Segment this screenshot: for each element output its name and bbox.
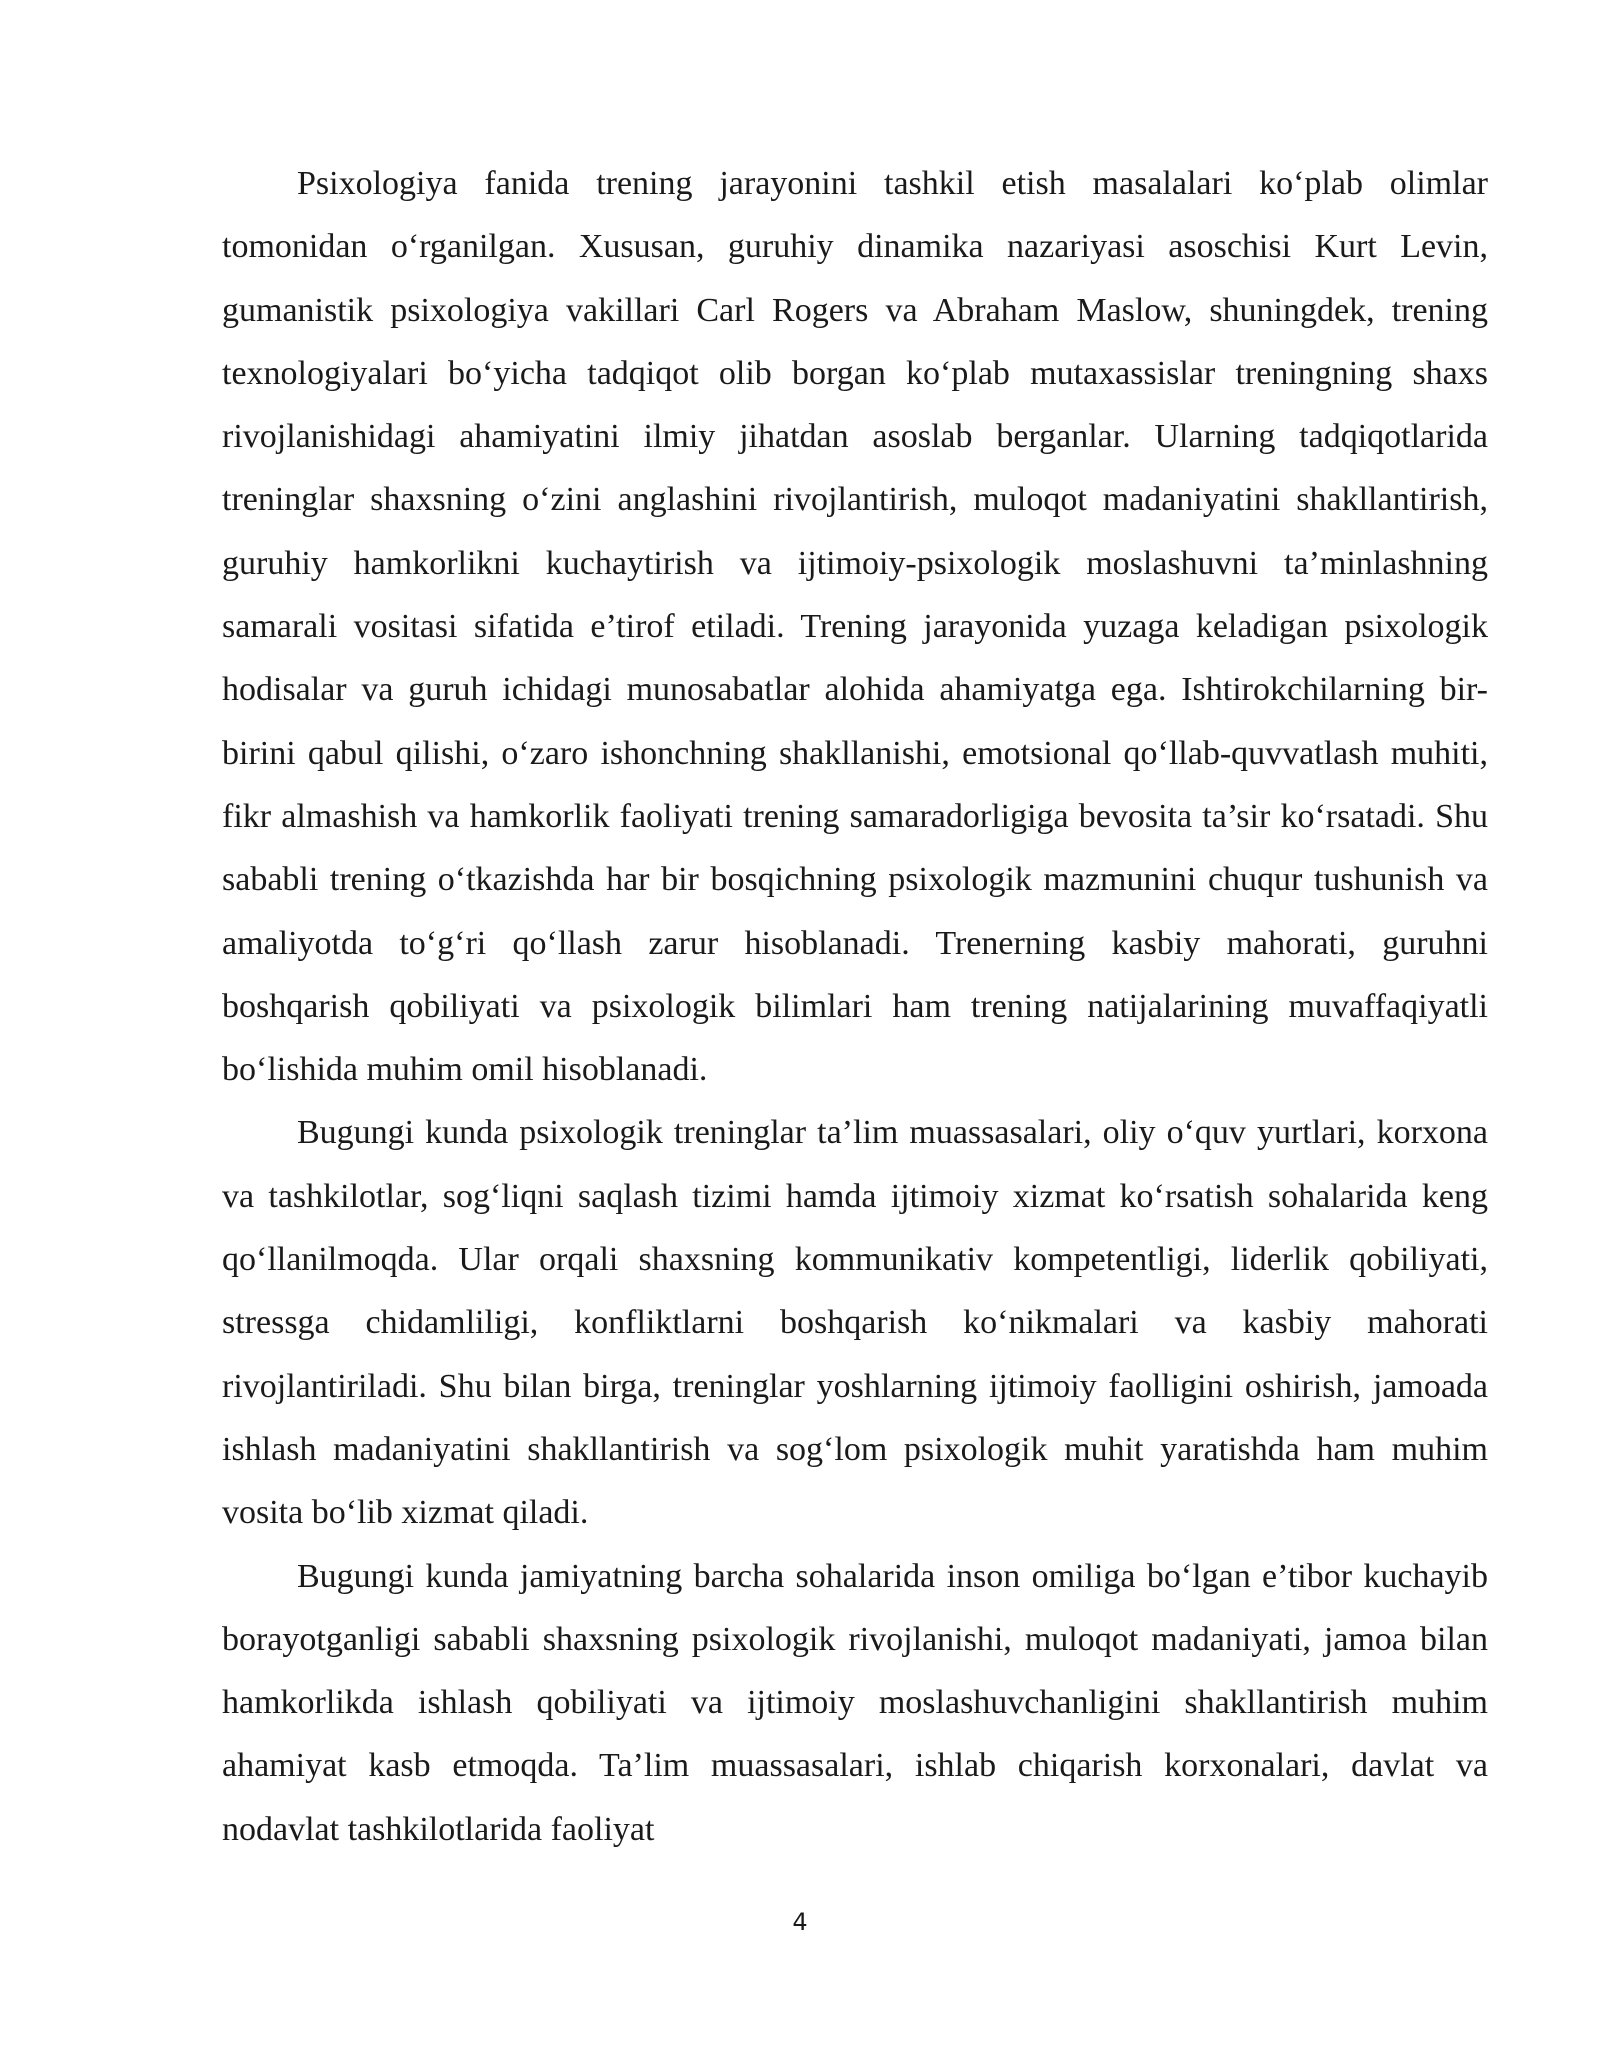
paragraph-2: Bugungi kunda psixologik treninglar ta’lim muassasalari, oliy o‘quv yurtlari, korxona va tashkilotlar, sog‘liqni saqlash tizimi hamda ijtimoiy xizmat ko‘rsatish sohalarida keng qo‘llanilmoqda. Ular orqali shaxsning kommunikativ kompetentligi, liderlik qobiliyati, stressga chidamliligi, konfliktlarni boshqarish ko‘nikmalari va kasbiy mahorati rivojlantiriladi. Shu bilan birga, treninglar yoshlarning ijtimoiy faolligini oshirish, jamoada ishlash madaniyatini shakllantirish va sog‘lom psixologik muhit yaratishda ham muhim vosita bo‘lib xizmat qiladi. <box>222 1114 1488 1532</box>
paragraph-3: Bugungi kunda jamiyatning barcha sohalarida inson omiliga bo‘lgan e’tibor kuchayib borayotganligi sababli shaxsning psixologik rivojlanishi, muloqot madaniyati, jamoa bilan hamkorlikda ishlash qobiliyati va ijtimoiy moslashuvchanligini shakllantirish muhim ahamiyat kasb etmoqda. Ta’lim muassasalari, ishlab chiqarish korxonalari, davlat va nodavlat tashkilotlarida faoliyat <box>222 1557 1488 1848</box>
page-number: 4 <box>792 1908 808 1936</box>
paragraph-1: Psixologiya fanida trening jarayonini tashkil etish masalalari ko‘plab olimlar tomonidan o‘rganilgan. Xususan, guruhiy dinamika nazariyasi asoschisi Kurt Levin, gumanistik psixologiya vakillari Carl Rogers va Abraham Maslow, shuningdek, trening texnologiyalari bo‘yicha tadqiqot olib borgan ko‘plab mutaxassislar treningning shaxs rivojlanishidagi ahamiyatini ilmiy jihatdan asoslab berganlar. Ularning tadqiqotlarida treninglar shaxsning o‘zini anglashini rivojlantirish, muloqot madaniyatini shakllantirish, guruhiy hamkorlikni kuchaytirish va ijtimoiy-psixologik moslashuvni ta’minlashning samarali vositasi sifatida e’tirof etiladi. Trening jarayonida yuzaga keladigan psixologik hodisalar va guruh ichidagi munosabatlar alohida ahamiyatga ega. Ishtirokchilarning bir-birini qabul qilishi, o‘zaro ishonchning shakllanishi, emotsional qo‘llab-quvvatlash muhiti, fikr almashish va hamkorlik faoliyati trening samaradorligiga bevosita ta’sir ko‘rsatadi. Shu sababli trening o‘tkazishda har bir bosqichning psixologik mazmunini chuqur tushunish va amaliyotda to‘g‘ri qo‘llash zarur hisoblanadi. Trenerning kasbiy mahorati, guruhni boshqarish qobiliyati va psixologik bilimlari ham trening natijalarining muvaffaqiyatli bo‘lishida muhim omil hisoblanadi. <box>222 165 1488 1089</box>
body-text <box>222 152 1488 1861</box>
